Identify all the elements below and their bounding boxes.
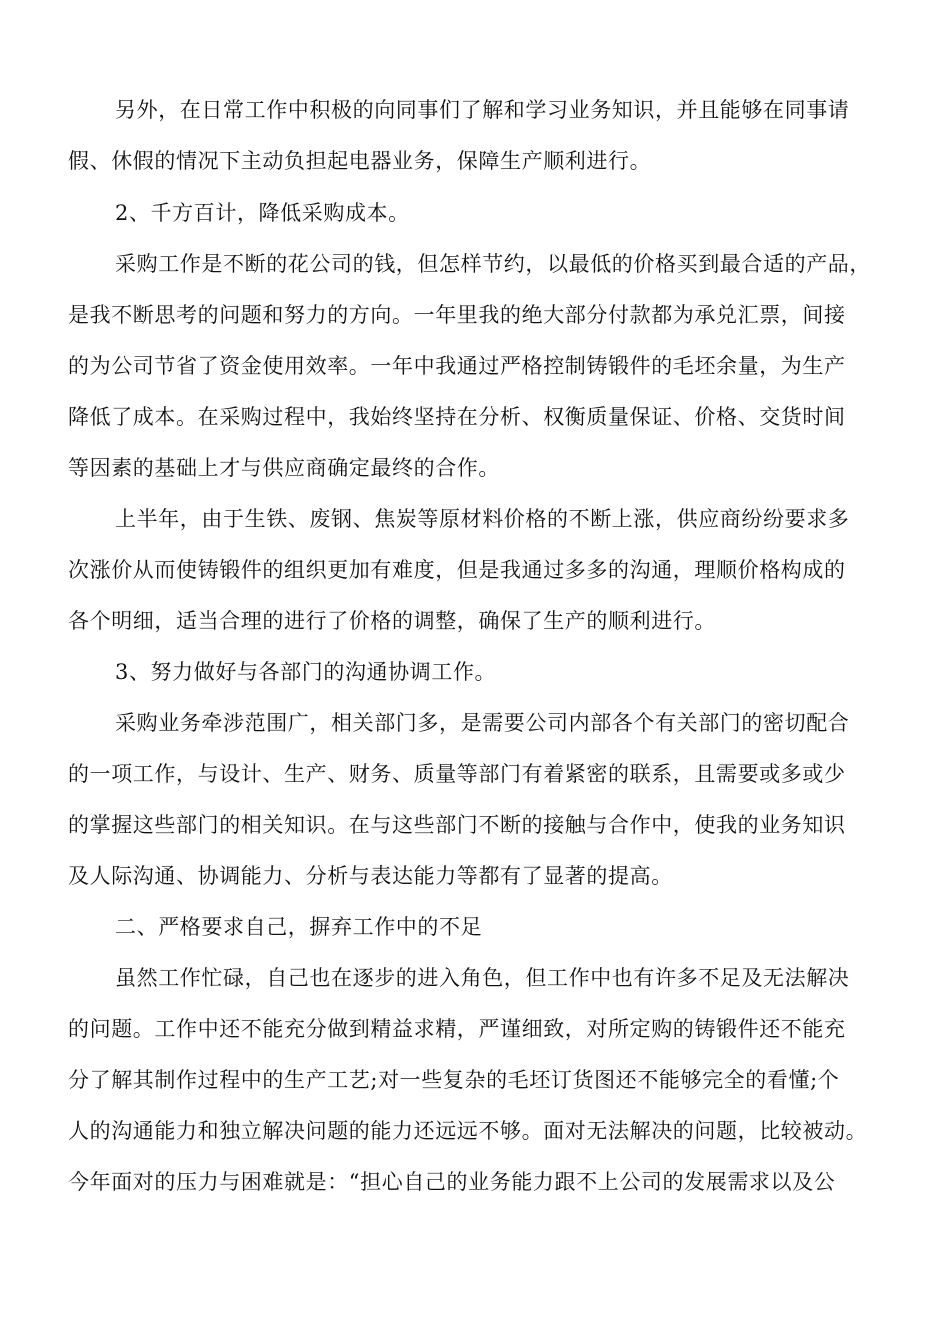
text-line: 采购业务牵涉范围广，相关部门多，是需要公司内部各个有关部门的密切配合 bbox=[115, 711, 850, 735]
text-line: 等因素的基础上才与供应商确定最终的合作。 bbox=[68, 456, 500, 480]
text-line: 虽然工作忙碌，自己也在逐步的进入角色，但工作中也有许多不足及无法解决 bbox=[115, 966, 850, 990]
section-heading: 2、千方百计，降低采购成本。 bbox=[115, 201, 410, 225]
text-line: 上半年，由于生铁、废钢、焦炭等原材料价格的不断上涨，供应商纷纷要求多 bbox=[115, 507, 850, 531]
text-line: 分了解其制作过程中的生产工艺;对一些复杂的毛坯订货图还不能够完全的看懂;个 bbox=[68, 1068, 840, 1092]
text-line: 采购工作是不断的花公司的钱，但怎样节约，以最低的价格买到最合适的产品， bbox=[115, 252, 871, 276]
text-line: 降低了成本。在采购过程中，我始终坚持在分析、权衡质量保证、价格、交货时间 bbox=[68, 405, 846, 429]
section-heading: 二、严格要求自己，摒弃工作中的不足 bbox=[115, 915, 483, 939]
text-line: 另外，在日常工作中积极的向同事们了解和学习业务知识，并且能够在同事请 bbox=[115, 98, 850, 122]
text-line: 人的沟通能力和独立解决问题的能力还远远不够。面对无法解决的问题，比较被动。 bbox=[68, 1119, 868, 1143]
text-line: 的掌握这些部门的相关知识。在与这些部门不断的接触与合作中，使我的业务知识 bbox=[68, 813, 846, 837]
text-line: 及人际沟通、协调能力、分析与表达能力等都有了显著的提高。 bbox=[68, 864, 673, 888]
text-line: 各个明细，适当合理的进行了价格的调整，确保了生产的顺利进行。 bbox=[68, 609, 716, 633]
text-line: 今年面对的压力与困难就是：“担心自己的业务能力跟不上公司的发展需求以及公 bbox=[68, 1170, 836, 1194]
text-line: 的问题。工作中还不能充分做到精益求精，严谨细致，对所定购的铸锻件还不能充 bbox=[68, 1017, 846, 1041]
text-line: 次涨价从而使铸锻件的组织更加有难度，但是我通过多多的沟通，理顺价格构成的 bbox=[68, 558, 846, 582]
text-line: 的为公司节省了资金使用效率。一年中我通过严格控制铸锻件的毛坯余量，为生产 bbox=[68, 354, 846, 378]
text-line: 的一项工作，与设计、生产、财务、质量等部门有着紧密的联系，且需要或多或少 bbox=[68, 762, 846, 786]
section-heading: 3、努力做好与各部门的沟通协调工作。 bbox=[115, 660, 497, 684]
text-line: 是我不断思考的问题和努力的方向。一年里我的绝大部分付款都为承兑汇票，间接 bbox=[68, 303, 846, 327]
text-line: 假、休假的情况下主动负担起电器业务，保障生产顺利进行。 bbox=[68, 149, 652, 173]
